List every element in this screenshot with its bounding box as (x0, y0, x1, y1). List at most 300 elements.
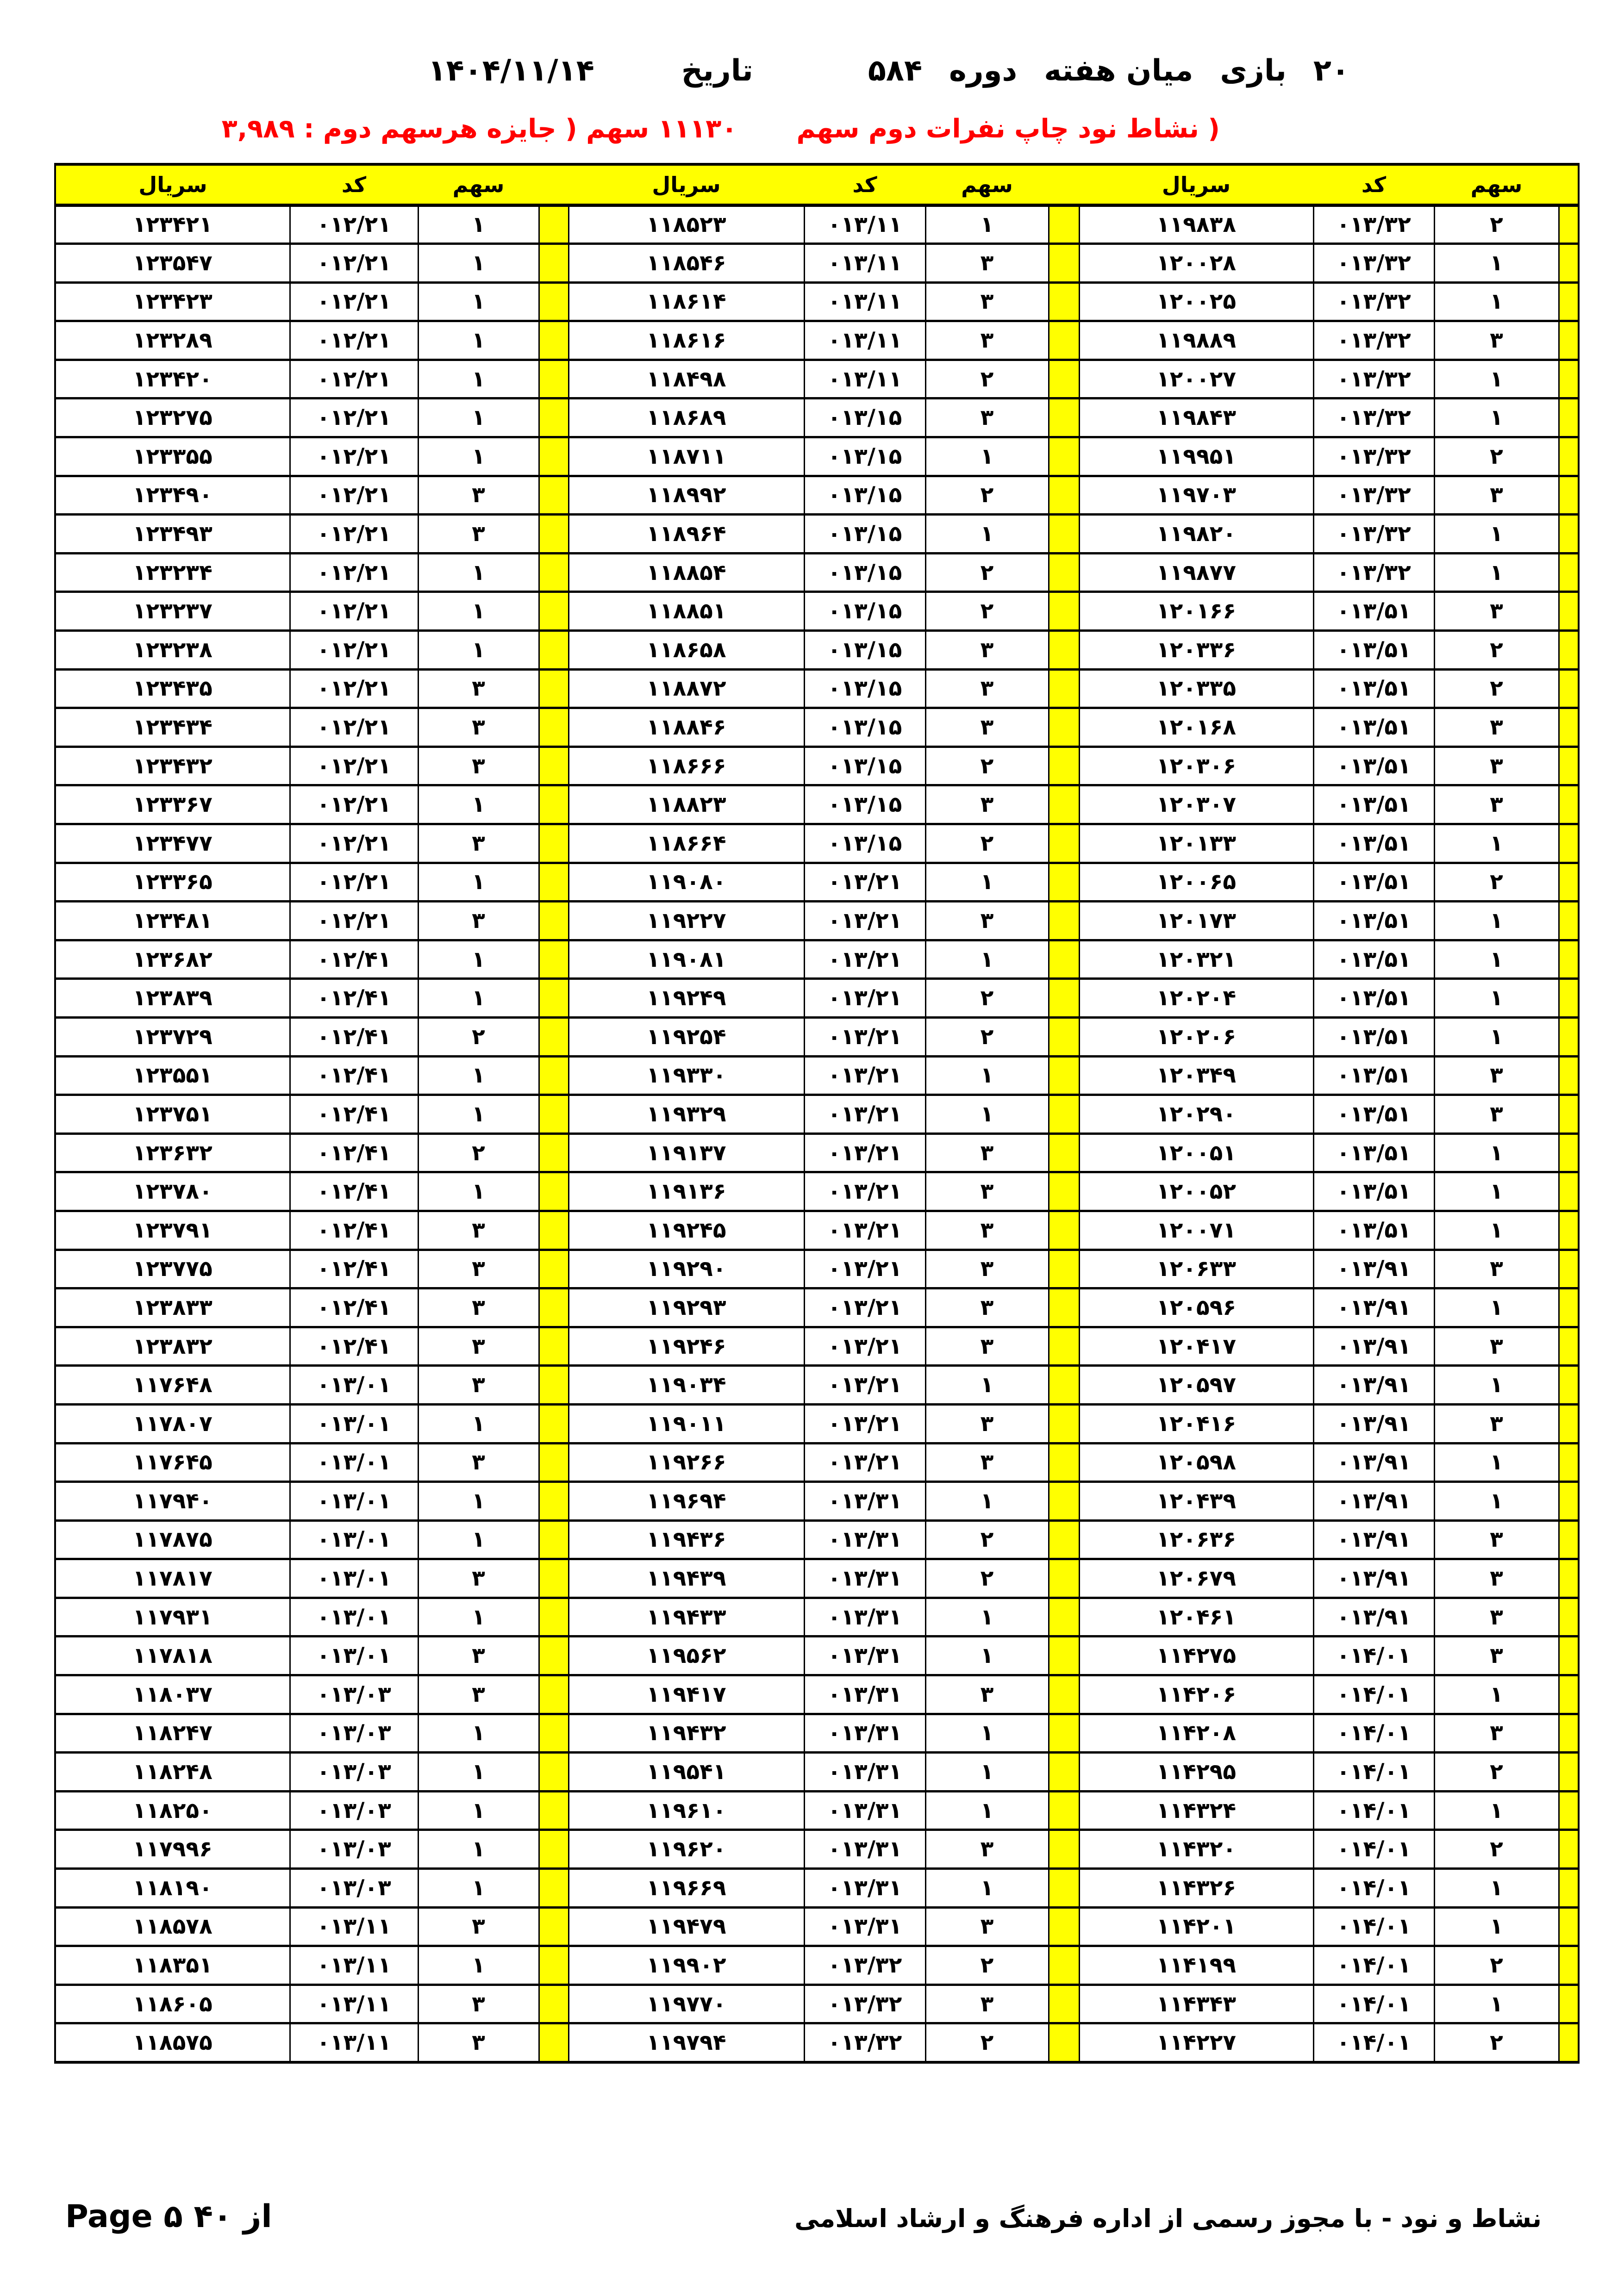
share-cell: ۳ (418, 1636, 539, 1675)
share-cell: ۳ (925, 1985, 1049, 2023)
serial-cell: ۱۲۳۸۳۹ (55, 979, 290, 1018)
code-cell: ۰۱۳/۰۱ (290, 1366, 418, 1405)
table-row (55, 1714, 1579, 1753)
col-header-code: کد (804, 164, 925, 205)
edge-strip (1559, 1946, 1579, 1985)
code-cell: ۰۱۴/۰۱ (1313, 1869, 1434, 1908)
group-separator (1049, 553, 1079, 592)
share-cell: ۳ (1434, 1520, 1559, 1559)
code-cell: ۰۱۲/۴۱ (290, 1172, 418, 1211)
serial-cell: ۱۲۳۳۶۵ (55, 863, 290, 902)
code-cell: ۰۱۳/۵۱ (1313, 592, 1434, 631)
group-separator (1049, 863, 1079, 902)
serial-cell: ۱۲۰۴۱۷ (1079, 1327, 1313, 1366)
code-cell: ۰۱۲/۴۱ (290, 979, 418, 1018)
edge-strip (1559, 1172, 1579, 1211)
group-separator (1049, 747, 1079, 785)
share-cell: ۱ (418, 940, 539, 979)
serial-cell: ۱۲۰۱۶۸ (1079, 708, 1313, 747)
edge-strip (1559, 1288, 1579, 1327)
serial-cell: ۱۲۳۳۶۷ (55, 785, 290, 824)
serial-cell: ۱۱۹۷۷۰ (568, 1985, 804, 2023)
code-cell: ۰۱۳/۳۱ (804, 1907, 925, 1946)
table-row (55, 1211, 1579, 1250)
share-cell: ۳ (925, 398, 1049, 437)
share-cell: ۱ (1434, 1366, 1559, 1405)
group-separator (539, 1056, 568, 1095)
serial-cell: ۱۱۸۱۹۰ (55, 1869, 290, 1908)
serial-cell: ۱۲۰۰۲۵ (1079, 282, 1313, 321)
table-row (55, 1443, 1579, 1482)
share-cell: ۳ (418, 1211, 539, 1250)
share-cell: ۳ (418, 902, 539, 940)
code-cell: ۰۱۲/۲۱ (290, 244, 418, 283)
serial-cell: ۱۱۴۳۲۴ (1079, 1791, 1313, 1830)
share-cell: ۳ (1434, 1404, 1559, 1443)
col-header-serial: سریال (55, 164, 290, 205)
code-cell: ۰۱۳/۰۱ (290, 1520, 418, 1559)
table-row (55, 1907, 1579, 1946)
share-cell: ۳ (1434, 1250, 1559, 1288)
serial-cell: ۱۲۳۸۳۲ (55, 1327, 290, 1366)
edge-strip (1559, 863, 1579, 902)
edge-strip (1559, 1636, 1579, 1675)
share-cell: ۲ (1434, 1753, 1559, 1792)
group-separator (539, 1946, 568, 1985)
serial-cell: ۱۱۴۲۰۶ (1079, 1675, 1313, 1714)
edge-strip (1559, 592, 1579, 631)
table-row (55, 785, 1579, 824)
group-separator (539, 940, 568, 979)
group-separator (539, 902, 568, 940)
code-cell: ۰۱۳/۵۱ (1313, 1095, 1434, 1134)
code-cell: ۰۱۳/۱۵ (804, 592, 925, 631)
col-header-share: سهم (925, 164, 1049, 205)
table-row (55, 824, 1579, 863)
serial-cell: ۱۱۹۸۷۷ (1079, 553, 1313, 592)
share-cell: ۱ (1434, 940, 1559, 979)
serial-cell: ۱۲۰۲۰۴ (1079, 979, 1313, 1018)
share-cell: ۱ (1434, 398, 1559, 437)
group-separator (1049, 1830, 1079, 1869)
serial-cell: ۱۱۹۳۳۰ (568, 1056, 804, 1095)
edge-strip (1559, 282, 1579, 321)
page-number (65, 2198, 272, 2235)
share-cell: ۱ (1434, 1133, 1559, 1172)
edge-strip (1559, 1791, 1579, 1830)
serial-cell: ۱۲۳۴۹۰ (55, 476, 290, 515)
share-cell: ۳ (418, 824, 539, 863)
serial-cell: ۱۱۷۸۱۷ (55, 1559, 290, 1598)
share-cell: ۳ (418, 708, 539, 747)
code-cell: ۰۱۲/۲۱ (290, 631, 418, 670)
share-cell: ۱ (925, 1095, 1049, 1134)
code-cell: ۰۱۲/۴۱ (290, 1056, 418, 1095)
edge-strip (1559, 940, 1579, 979)
table-row (55, 515, 1579, 554)
edge-strip (1559, 902, 1579, 940)
edge-strip (1559, 1753, 1579, 1792)
code-cell: ۰۱۴/۰۱ (1313, 1675, 1434, 1714)
code-cell: ۰۱۳/۰۱ (290, 1404, 418, 1443)
group-separator (539, 1133, 568, 1172)
share-cell: ۳ (418, 1327, 539, 1366)
group-separator (539, 1095, 568, 1134)
table-row (55, 1520, 1579, 1559)
table-row (55, 1675, 1579, 1714)
share-cell: ۱ (925, 1366, 1049, 1405)
serial-cell: ۱۱۹۲۶۶ (568, 1443, 804, 1482)
table-row (55, 398, 1579, 437)
share-cell: ۳ (418, 515, 539, 554)
share-cell: ۳ (925, 785, 1049, 824)
serial-cell: ۱۲۰۱۷۳ (1079, 902, 1313, 940)
share-cell: ۳ (418, 1559, 539, 1598)
code-cell: ۰۱۳/۱۵ (804, 708, 925, 747)
group-separator (1049, 1327, 1079, 1366)
code-cell: ۰۱۳/۹۱ (1313, 1482, 1434, 1521)
serial-cell: ۱۱۷۶۴۵ (55, 1443, 290, 1482)
group-separator (1049, 669, 1079, 708)
code-cell: ۰۱۳/۲۱ (804, 1017, 925, 1056)
code-cell: ۰۱۳/۰۳ (290, 1675, 418, 1714)
share-cell: ۱ (1434, 1482, 1559, 1521)
results-table-body (55, 205, 1579, 2062)
group-separator (1049, 1017, 1079, 1056)
group-separator (1049, 1791, 1079, 1830)
group-separator (1049, 282, 1079, 321)
serial-cell: ۱۱۸۸۷۲ (568, 669, 804, 708)
share-cell: ۱ (418, 1404, 539, 1443)
share-cell: ۲ (1434, 2023, 1559, 2062)
group-separator (1049, 1559, 1079, 1598)
results-table-head (55, 164, 1579, 205)
serial-cell: ۱۱۷۹۹۶ (55, 1830, 290, 1869)
group-separator (1049, 979, 1079, 1018)
edge-strip (1559, 747, 1579, 785)
share-cell: ۲ (925, 1017, 1049, 1056)
code-cell: ۰۱۳/۹۱ (1313, 1404, 1434, 1443)
code-cell: ۰۱۳/۲۱ (804, 1288, 925, 1327)
share-cell: ۱ (1434, 1211, 1559, 1250)
edge-strip (1559, 1830, 1579, 1869)
group-separator (1049, 1095, 1079, 1134)
group-separator (539, 785, 568, 824)
serial-cell: ۱۱۹۲۴۵ (568, 1211, 804, 1250)
share-cell: ۳ (418, 1985, 539, 2023)
share-cell: ۲ (925, 747, 1049, 785)
serial-cell: ۱۱۸۸۴۶ (568, 708, 804, 747)
code-cell: ۰۱۳/۱۱ (804, 321, 925, 360)
share-cell: ۱ (1434, 282, 1559, 321)
code-cell: ۰۱۲/۴۱ (290, 1211, 418, 1250)
table-row (55, 1985, 1579, 2023)
group-separator (1049, 205, 1079, 244)
code-cell: ۰۱۳/۰۳ (290, 1753, 418, 1792)
share-cell: ۲ (1434, 1946, 1559, 1985)
code-cell: ۰۱۲/۲۱ (290, 824, 418, 863)
code-cell: ۰۱۳/۵۱ (1313, 940, 1434, 979)
edge-strip (1559, 1250, 1579, 1288)
title-date-value: ۱۴۰۴/۱۱/۱۴ (428, 54, 594, 88)
share-cell: ۱ (418, 631, 539, 670)
serial-cell: ۱۲۳۲۷۵ (55, 398, 290, 437)
table-row (55, 205, 1579, 244)
share-cell: ۱ (925, 1753, 1049, 1792)
edge-strip (1559, 1095, 1579, 1134)
edge-strip (1559, 1869, 1579, 1908)
results-table-wrap (54, 163, 1580, 2064)
share-cell: ۳ (925, 1211, 1049, 1250)
code-cell: ۰۱۳/۳۲ (1313, 282, 1434, 321)
share-cell: ۱ (1434, 515, 1559, 554)
serial-cell: ۱۱۴۲۰۱ (1079, 1907, 1313, 1946)
code-cell: ۰۱۲/۴۱ (290, 1288, 418, 1327)
table-row (55, 1482, 1579, 1521)
share-cell: ۱ (925, 205, 1049, 244)
edge-strip (1559, 2023, 1579, 2062)
serial-cell: ۱۲۳۴۲۳ (55, 282, 290, 321)
edge-strip (1559, 1211, 1579, 1250)
share-cell: ۱ (1434, 1791, 1559, 1830)
edge-strip (1559, 785, 1579, 824)
share-cell: ۱ (418, 1791, 539, 1830)
serial-cell: ۱۱۹۱۳۷ (568, 1133, 804, 1172)
serial-cell: ۱۲۰۴۳۹ (1079, 1482, 1313, 1521)
code-cell: ۰۱۲/۴۱ (290, 1327, 418, 1366)
table-row (55, 1327, 1579, 1366)
share-cell: ۱ (925, 1056, 1049, 1095)
table-row (55, 282, 1579, 321)
share-cell: ۲ (925, 2023, 1049, 2062)
group-separator (539, 1985, 568, 2023)
code-cell: ۰۱۲/۲۱ (290, 360, 418, 398)
share-cell: ۱ (418, 1172, 539, 1211)
code-cell: ۰۱۳/۰۳ (290, 1830, 418, 1869)
share-cell: ۱ (1434, 1172, 1559, 1211)
code-cell: ۰۱۳/۲۱ (804, 1327, 925, 1366)
serial-cell: ۱۱۸۶۱۶ (568, 321, 804, 360)
serial-cell: ۱۱۹۹۵۱ (1079, 437, 1313, 476)
code-cell: ۰۱۳/۲۱ (804, 1366, 925, 1405)
table-row (55, 902, 1579, 940)
serial-cell: ۱۱۸۶۶۴ (568, 824, 804, 863)
code-cell: ۰۱۳/۰۳ (290, 1791, 418, 1830)
group-separator (1049, 1675, 1079, 1714)
serial-cell: ۱۱۸۵۷۵ (55, 2023, 290, 2062)
group-separator (539, 398, 568, 437)
code-cell: ۰۱۳/۳۲ (804, 1985, 925, 2023)
share-cell: ۳ (418, 747, 539, 785)
code-cell: ۰۱۳/۰۳ (290, 1869, 418, 1908)
share-cell: ۲ (925, 1520, 1049, 1559)
group-separator (539, 1017, 568, 1056)
serial-cell: ۱۱۹۸۸۹ (1079, 321, 1313, 360)
edge-strip (1559, 1559, 1579, 1598)
serial-cell: ۱۲۰۶۷۹ (1079, 1559, 1313, 1598)
code-cell: ۰۱۲/۲۱ (290, 669, 418, 708)
col-header-serial: سریال (1079, 164, 1313, 205)
group-separator (1049, 1598, 1079, 1636)
edge-strip (1559, 979, 1579, 1018)
serial-cell: ۱۱۹۵۶۲ (568, 1636, 804, 1675)
serial-cell: ۱۱۹۲۴۹ (568, 979, 804, 1018)
serial-cell: ۱۲۰۳۲۱ (1079, 940, 1313, 979)
serial-cell: ۱۱۹۲۹۰ (568, 1250, 804, 1288)
group-separator (1049, 1056, 1079, 1095)
serial-cell: ۱۲۳۶۸۲ (55, 940, 290, 979)
serial-cell: ۱۲۳۷۸۰ (55, 1172, 290, 1211)
table-row (55, 1791, 1579, 1830)
code-cell: ۰۱۳/۵۱ (1313, 1211, 1434, 1250)
title-midweek-label: میان هفته (1044, 54, 1193, 88)
share-cell: ۳ (925, 1675, 1049, 1714)
code-cell: ۰۱۴/۰۱ (1313, 1985, 1434, 2023)
serial-cell: ۱۲۰۴۶۱ (1079, 1598, 1313, 1636)
code-cell: ۰۱۳/۳۱ (804, 1830, 925, 1869)
group-separator (539, 1753, 568, 1792)
code-cell: ۰۱۳/۰۱ (290, 1598, 418, 1636)
share-cell: ۲ (925, 824, 1049, 863)
group-separator (1049, 940, 1079, 979)
group-separator (539, 360, 568, 398)
serial-cell: ۱۱۹۷۰۳ (1079, 476, 1313, 515)
group-separator (1049, 1714, 1079, 1753)
code-cell: ۰۱۳/۱۱ (804, 244, 925, 283)
group-separator (539, 1443, 568, 1482)
serial-cell: ۱۱۴۲۹۵ (1079, 1753, 1313, 1792)
share-cell: ۱ (1434, 1443, 1559, 1482)
code-cell: ۰۱۳/۳۱ (804, 1559, 925, 1598)
table-row (55, 1095, 1579, 1134)
share-cell: ۲ (925, 1559, 1049, 1598)
code-cell: ۰۱۳/۹۱ (1313, 1443, 1434, 1482)
license-note: نشاط و نود - با مجوز رسمی از اداره فرهنگ و ارشاد اسلامی (794, 2204, 1542, 2233)
group-separator (1049, 398, 1079, 437)
share-cell: ۲ (418, 1133, 539, 1172)
code-cell: ۰۱۲/۲۱ (290, 398, 418, 437)
group-separator (539, 553, 568, 592)
share-cell: ۳ (418, 1250, 539, 1288)
serial-cell: ۱۲۰۰۷۱ (1079, 1211, 1313, 1250)
group-separator (539, 1288, 568, 1327)
code-cell: ۰۱۳/۳۲ (1313, 205, 1434, 244)
code-cell: ۰۱۴/۰۱ (1313, 1714, 1434, 1753)
serial-cell: ۱۲۳۲۳۸ (55, 631, 290, 670)
share-cell: ۳ (925, 282, 1049, 321)
share-cell: ۱ (1434, 1985, 1559, 2023)
table-row (55, 244, 1579, 283)
code-cell: ۰۱۲/۲۱ (290, 785, 418, 824)
table-row (55, 631, 1579, 670)
serial-cell: ۱۱۸۸۲۳ (568, 785, 804, 824)
serial-cell: ۱۱۸۵۷۸ (55, 1907, 290, 1946)
group-separator (539, 515, 568, 554)
serial-cell: ۱۱۹۶۱۰ (568, 1791, 804, 1830)
code-cell: ۰۱۳/۱۵ (804, 437, 925, 476)
share-cell: ۱ (418, 321, 539, 360)
group-separator (1049, 785, 1079, 824)
group-separator (1049, 1288, 1079, 1327)
table-row (55, 1598, 1579, 1636)
share-cell: ۱ (418, 1520, 539, 1559)
share-cell: ۱ (1434, 553, 1559, 592)
share-cell: ۳ (925, 321, 1049, 360)
edge-strip (1559, 1366, 1579, 1405)
code-cell: ۰۱۲/۲۱ (290, 321, 418, 360)
group-separator (1049, 1482, 1079, 1521)
share-cell: ۱ (418, 979, 539, 1018)
share-cell: ۳ (925, 1250, 1049, 1288)
code-cell: ۰۱۲/۴۱ (290, 1250, 418, 1288)
prize-right-text: ( نشاط نود چاپ نفرات دوم سهم (796, 114, 1220, 144)
serial-cell: ۱۱۴۳۲۰ (1079, 1830, 1313, 1869)
serial-cell: ۱۲۳۷۷۵ (55, 1250, 290, 1288)
serial-cell: ۱۱۴۲۲۷ (1079, 2023, 1313, 2062)
group-separator (539, 1869, 568, 1908)
group-separator (1049, 321, 1079, 360)
serial-cell: ۱۲۳۴۲۰ (55, 360, 290, 398)
share-cell: ۱ (925, 863, 1049, 902)
serial-cell: ۱۲۰۰۲۷ (1079, 360, 1313, 398)
code-cell: ۰۱۳/۱۱ (804, 205, 925, 244)
serial-cell: ۱۲۳۷۹۱ (55, 1211, 290, 1250)
edge-strip (1559, 1907, 1579, 1946)
code-cell: ۰۱۲/۲۱ (290, 205, 418, 244)
share-cell: ۱ (1434, 360, 1559, 398)
table-row (55, 1288, 1579, 1327)
serial-cell: ۱۲۰۶۳۳ (1079, 1250, 1313, 1288)
table-row (55, 592, 1579, 631)
code-cell: ۰۱۳/۳۱ (804, 1520, 925, 1559)
group-separator (539, 669, 568, 708)
group-separator (539, 282, 568, 321)
edge-strip (1559, 437, 1579, 476)
code-cell: ۰۱۳/۵۱ (1313, 631, 1434, 670)
code-cell: ۰۱۴/۰۱ (1313, 1946, 1434, 1985)
share-cell: ۱ (418, 785, 539, 824)
group-separator (1049, 1520, 1079, 1559)
code-cell: ۰۱۲/۲۱ (290, 747, 418, 785)
code-cell: ۰۱۳/۲۱ (804, 902, 925, 940)
title-game-label: بازی (1220, 54, 1287, 88)
edge-strip (1559, 1133, 1579, 1172)
serial-cell: ۱۱۹۹۰۲ (568, 1946, 804, 1985)
serial-cell: ۱۱۸۸۵۱ (568, 592, 804, 631)
group-separator (539, 1250, 568, 1288)
serial-cell: ۱۱۹۸۴۳ (1079, 398, 1313, 437)
code-cell: ۰۱۳/۳۲ (1313, 360, 1434, 398)
code-cell: ۰۱۳/۱۱ (290, 1946, 418, 1985)
serial-cell: ۱۱۴۱۹۹ (1079, 1946, 1313, 1985)
group-separator (539, 708, 568, 747)
share-cell: ۳ (418, 476, 539, 515)
serial-cell: ۱۱۹۱۳۶ (568, 1172, 804, 1211)
code-cell: ۰۱۲/۲۱ (290, 902, 418, 940)
share-cell: ۱ (925, 1482, 1049, 1521)
serial-cell: ۱۱۸۴۹۸ (568, 360, 804, 398)
serial-cell: ۱۲۳۷۲۹ (55, 1017, 290, 1056)
table-row (55, 1830, 1579, 1869)
serial-cell: ۱۱۴۲۷۵ (1079, 1636, 1313, 1675)
share-cell: ۳ (925, 902, 1049, 940)
code-cell: ۰۱۳/۹۱ (1313, 1520, 1434, 1559)
share-cell: ۳ (1434, 592, 1559, 631)
serial-cell: ۱۱۸۶۶۶ (568, 747, 804, 785)
code-cell: ۰۱۲/۲۱ (290, 708, 418, 747)
serial-cell: ۱۱۹۶۶۹ (568, 1869, 804, 1908)
code-cell: ۰۱۳/۳۲ (1313, 244, 1434, 283)
